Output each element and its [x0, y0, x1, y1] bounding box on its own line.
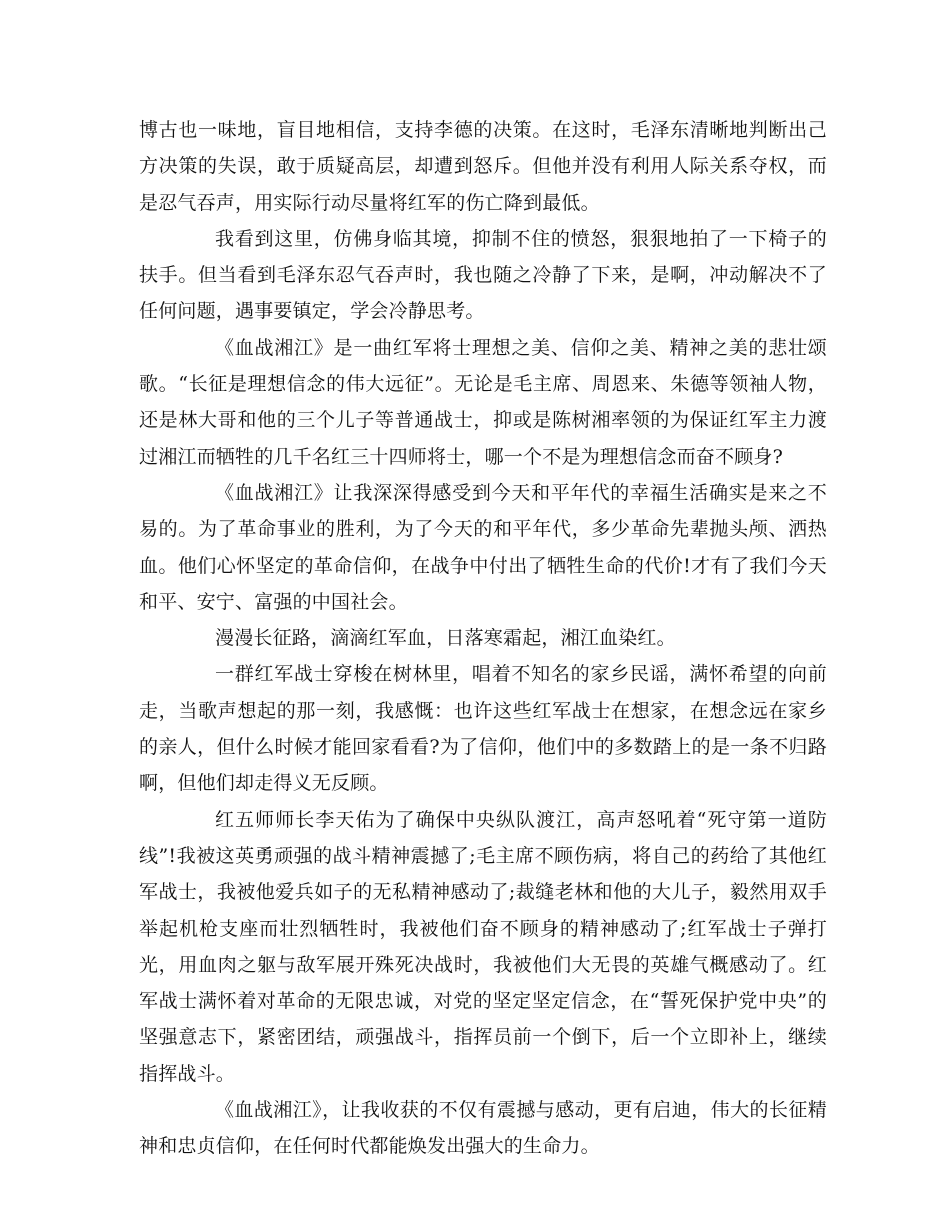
article-body	[139, 112, 827, 1165]
paragraph-4: 《血战湘江》让我深深得感受到今天和平年代的幸福生活确实是来之不易的。为了革命事业的胜利，为了今天的和平年代，多少革命先辈抛头颅、洒热血。他们心怀坚定的革命信仰，在战争中付出了牺牲生命的代价!才有了我们今天和平、安宁、富强的中国社会。	[139, 481, 827, 613]
paragraph-8: 《血战湘江》，让我收获的不仅有震撼与感动，更有启迪，伟大的长征精神和忠贞信仰，在任何时代都能焕发出强大的生命力。	[139, 1099, 827, 1158]
paragraph-5: 漫漫长征路，滴滴红军血，日落寒霜起，湘江血染红。	[215, 627, 676, 650]
paragraph-7: 红五师师长李天佑为了确保中央纵队渡江，高声怒吼着“死守第一道防线”!我被这英勇顽强的战斗精神震撼了;毛主席不顾伤病，将自己的药给了其他红军战士，我被他爱兵如子的无私精神感动了;裁缝老林和他的大儿子，毅然用双手举起机枪支座而壮烈牺牲时，我被他们奋不顾身的精神感动了;红军战士子弹打光，用血肉之躯与敌军展开殊死决战时，我被他们大无畏的英雄气概感动了。红军战士满怀着对革命的无限忠诚，对党的坚定坚定信念，在“誓死保护党中央”的坚强意志下，紧密团结，顽强战斗，指挥员前一个倒下，后一个立即补上，继续指挥战斗。	[139, 808, 827, 1085]
paragraph-1: 博古也一味地，盲目地相信，支持李德的决策。在这时，毛泽东清晰地判断出己方决策的失误，敢于质疑高层，却遭到怒斥。但他并没有利用人际关系夺权，而是忍气吞声，用实际行动尽量将红军的伤亡降到最低。	[139, 119, 827, 214]
paragraph-6: 一群红军战士穿梭在树林里，唱着不知名的家乡民谣，满怀希望的向前走，当歌声想起的那一刻，我感慨：也许这些红军战士在想家，在想念远在家乡的亲人，但什么时候才能回家看看?为了信仰，他们中的多数踏上的是一条不归路啊，但他们却走得义无反顾。	[139, 663, 827, 795]
paragraph-2: 我看到这里，仿佛身临其境，抑制不住的愤怒，狠狠地拍了一下椅子的扶手。但当看到毛泽东忍气吞声时，我也随之冷静了下来，是啊，冲动解决不了任何问题，遇事要镇定，学会冷静思考。	[139, 227, 827, 323]
paragraph-3: 《血战湘江》是一曲红军将士理想之美、信仰之美、精神之美的悲壮颂歌。“长征是理想信念的伟大远征”。无论是毛主席、周恩来、朱德等领袖人物，还是林大哥和他的三个儿子等普通战士，抑或是陈树湘率领的为保证红军主力渡过湘江而牺牲的几千名红三十四师将士，哪一个不是为理想信念而奋不顾身?	[139, 336, 827, 468]
